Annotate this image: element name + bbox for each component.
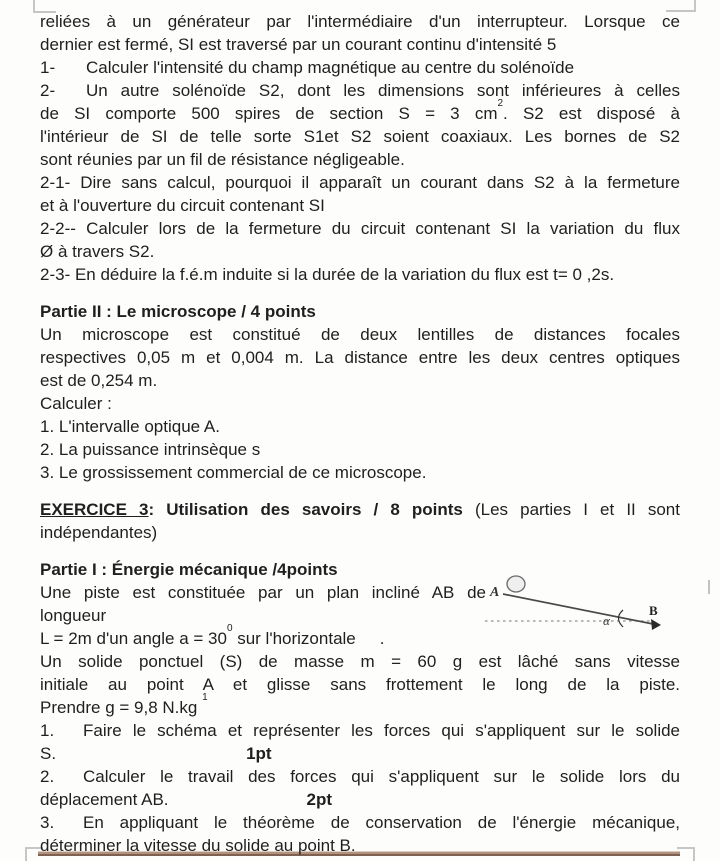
part-2-item-1: 1. L'intervalle optique A.	[40, 417, 220, 436]
document-body	[40, 10, 680, 857]
item-text: Faire le schéma et représenter les forces qui s'appliquent sur le solide	[83, 721, 680, 740]
superscript-1: 1	[202, 692, 208, 704]
part-1-heading: Partie I : Énergie mécanique /4points	[40, 560, 338, 579]
list-item-2-line-1	[40, 79, 680, 102]
question-3-line-2: déterminer la vitesse du solide au point B.	[40, 836, 356, 855]
question-2-line-1	[40, 765, 680, 788]
label-alpha: α	[603, 613, 610, 628]
label-b: B	[649, 603, 658, 618]
item-number: 2-	[40, 81, 56, 100]
label-a: A	[490, 585, 500, 600]
superscript-2: 2	[497, 98, 504, 110]
exercise-3-note: (Les parties I et II sont	[474, 500, 680, 519]
list-item-1	[40, 56, 680, 79]
calc-label: Calculer :	[40, 394, 112, 413]
item-text: de SI comporte 500 spires de section S = 3 cm	[40, 104, 498, 123]
part-2-para-line-1: Un microscope est constitué de deux lentilles de distances focales	[40, 325, 680, 344]
arrow-tip	[651, 619, 661, 630]
item-text: Calculer le travail des forces qui s'appliquent sur le solide lors du	[83, 767, 680, 786]
item-text: En appliquant le théorème de conservation de l'énergie mécanique,	[83, 813, 680, 832]
exercise-3-title-line-1	[40, 498, 680, 521]
list-item-2-line-4: sont réunies par un fil de résistance négligeable.	[40, 150, 405, 169]
angle-text: L = 2m d'un angle a = 30	[40, 629, 227, 648]
question-2-1-line-1: 2-1- Dire sans calcul, pourquoi il apparaît un courant dans S2 à la fermeture	[40, 173, 680, 192]
piste-line-1: Une piste est constituée par un plan incliné AB de	[40, 583, 486, 602]
points-badge: 2pt	[306, 790, 333, 809]
list-item-2-line-3: l'intérieur de SI de telle sorte S1et S2 soient coaxiaux. Les bornes de S2	[40, 127, 680, 146]
question-1-line-1	[40, 719, 680, 742]
spacer	[40, 544, 680, 558]
question-2-3: 2-3- En déduire la f.é.m induite si la durée de la variation du flux est t= 0 ,2s.	[40, 265, 615, 284]
solide-line-2: initiale au point A et glisse sans frottement le long de la piste.	[40, 675, 680, 694]
incline-line	[503, 594, 658, 625]
spacer	[40, 286, 680, 300]
stray-dot: .	[379, 629, 385, 648]
angle-text-2: sur l'horizontale	[232, 629, 356, 648]
item-number: 2.	[40, 767, 55, 786]
item-text: déplacement AB.	[40, 790, 169, 809]
question-1-line-2	[40, 742, 680, 765]
inclined-plane-diagram	[483, 568, 715, 638]
item-number: 1-	[40, 58, 56, 77]
superscript-0: 0	[226, 623, 233, 635]
item-number: 3.	[40, 813, 55, 832]
part-2-para-line-3: est de 0,254 m.	[40, 371, 158, 390]
part-2-item-2: 2. La puissance intrinsèque s	[40, 440, 261, 459]
prendre-line	[40, 692, 680, 719]
part-2-para-line-2: respectives 0,05 m et 0,004 m. La distance entre les deux centres optiques	[40, 348, 680, 367]
item-text: Un autre solénoïde S2, dont les dimensions sont inférieures à celles	[86, 81, 680, 100]
question-3-line-1	[40, 811, 680, 834]
question-2-line-2	[40, 788, 680, 811]
question-2-2-line-2: Ø à travers S2.	[40, 242, 155, 261]
item-text: Calculer l'intensité du champ magnétique au centre du solénoïde	[86, 58, 575, 77]
list-item-2-line-2	[40, 98, 681, 125]
piste-line-2: longueur	[40, 606, 107, 625]
item-number: 1.	[40, 721, 55, 740]
spacer	[40, 484, 680, 498]
ball-icon	[507, 576, 525, 592]
intro-line-1: reliées à un générateur par l'intermédiaire d'un interrupteur. Lorsque ce	[40, 12, 680, 31]
part-2-item-3: 3. Le grossissement commercial de ce microscope.	[40, 463, 427, 482]
exercise-3-subtitle: : Utilisation des savoirs / 8 points	[148, 500, 475, 519]
points-badge: 1pt	[246, 744, 272, 763]
exercise-3-title-line-2: indépendantes)	[40, 523, 158, 542]
solide-line-1: Un solide ponctuel (S) de masse m = 60 g est lâché sans vitesse	[40, 652, 680, 671]
question-2-2-line-1: 2-2-- Calculer lors de la fermeture du circuit contenant SI la variation du flux	[40, 219, 680, 238]
part-2-heading: Partie II : Le microscope / 4 points	[40, 302, 316, 321]
item-text: . S2 est disposé à	[503, 104, 681, 123]
intro-line-2: dernier est fermé, SI est traversé par un courant continu d'intensité 5	[40, 35, 557, 54]
prendre-text: Prendre g = 9,8 N.kg	[40, 698, 203, 717]
exercise-3-label: EXERCICE 3	[40, 500, 149, 519]
question-2-1-line-2: et à l'ouverture du circuit contenant SI	[40, 196, 325, 215]
item-text: S.	[40, 744, 57, 763]
